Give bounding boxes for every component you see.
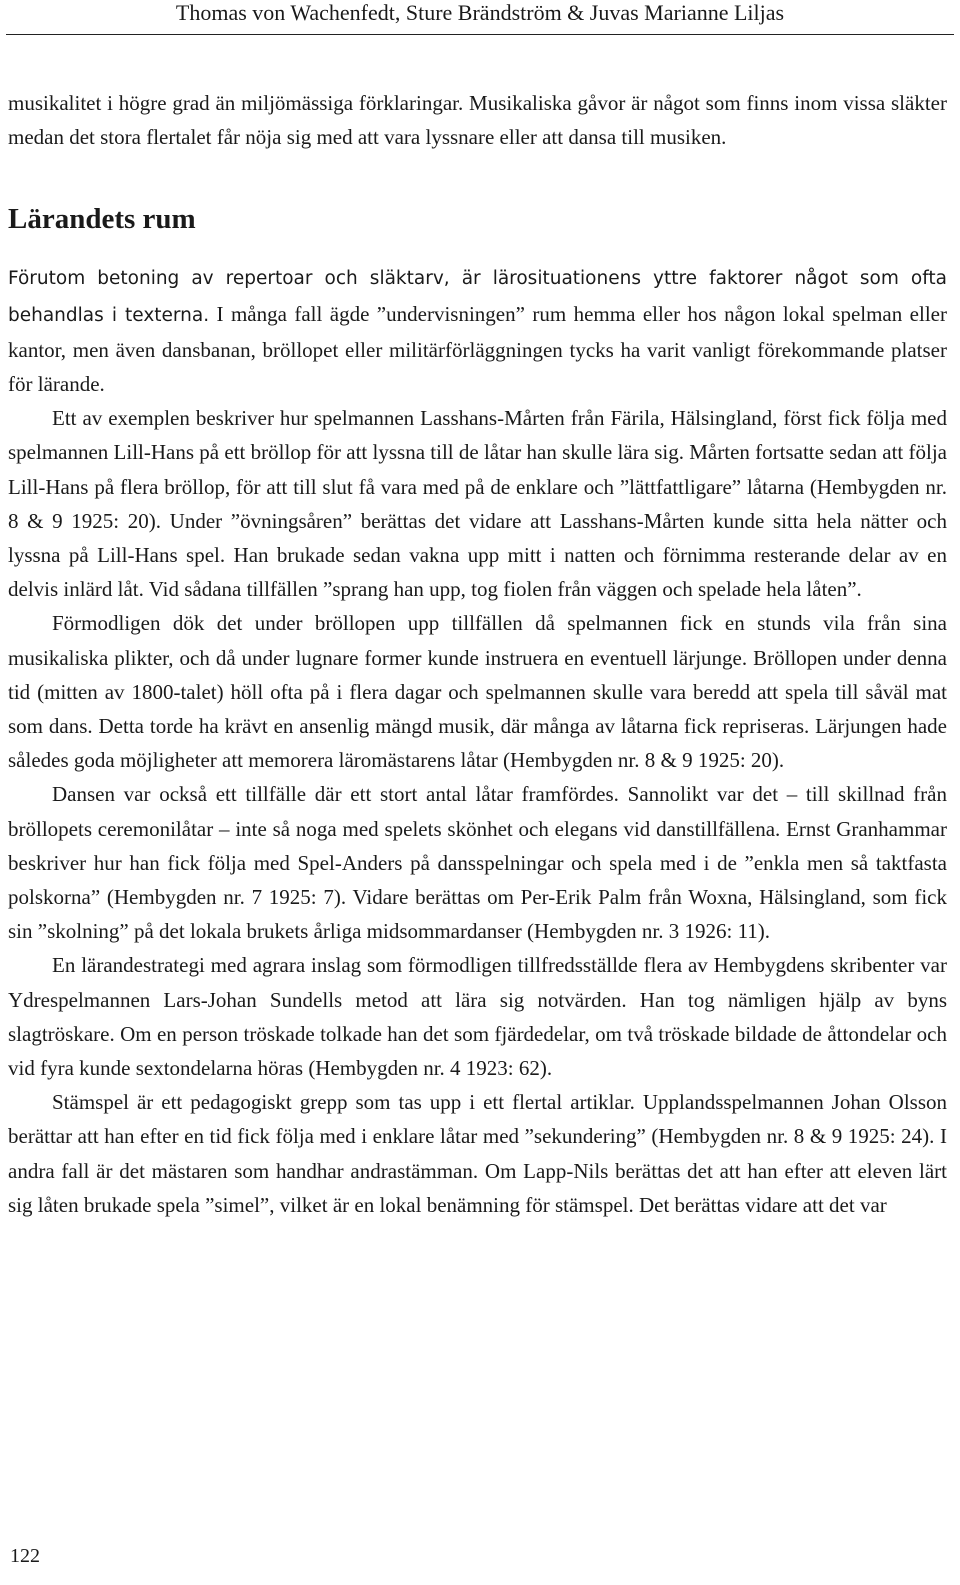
section-heading: Lärandets rum	[8, 203, 196, 236]
paragraph-continuation: musikalitet i högre grad än miljömässiga förklaringar. Musikaliska gåvor är något som finns inom vissa släkter medan det stora flertalet får nöja sig med att vara lyssnare eller att dansa till musiken.	[8, 91, 947, 150]
section-lead-paragraph	[8, 260, 947, 401]
body-text	[8, 86, 947, 1222]
paragraph: Stämspel är ett pedagogiskt grepp som tas upp i ett flertal artiklar. Upplandsspelmannen Johan Olsson berättar att han efter en tid fick följa med i enklare låtar med ”sekundering” (Hembygden nr. 8 & 9 1925: 24). I andra fall är det mästaren som handhar andrastämman. Om Lapp-Nils berättas det att han efter att eleven lärt sig låten brukade spela ”simel”, vilket är en lokal benämning för stämspel. Det berättas vidare att det var	[8, 1090, 947, 1217]
running-header: Thomas von Wachenfedt, Sture Brändström & Juvas Marianne Liljas	[175, 0, 785, 25]
paragraph: Dansen var också ett tillfälle där ett stort antal låtar framfördes. Sannolikt var det – till skillnad från bröllopets ceremonilåtar – inte så noga med spelets skönhet och elegans vid danstillfällena. Ernst Granhammar beskriver hur han fick följa med Spel-Anders på dansspelningar och spela med i de ”enkla men så taktfasta polskorna” (Hembygden nr. 7 1925: 7). Vidare berättas om Per-Erik Palm från Woxna, Hälsingland, som fick sin ”skolning” på det lokala brukets årliga midsommardanser (Hembygden nr. 3 1926: 11).	[8, 782, 947, 944]
paragraph: En lärandestrategi med agrara inslag som förmodligen tillfredsställde flera av Hembygdens skribenter var Ydrespelmannen Lars-Johan Sundells metod att lära sig notvärden. Han tog nämligen hjälp av byns slagtröskare. Om en person tröskade tolkade han det som fjärdedelar, om två tröskade bildade de åttondelar och vid fyra kunde sextondelarna höras (Hembygden nr. 4 1923: 62).	[8, 953, 947, 1081]
paragraph: Förmodligen dök det under bröllopen upp tillfällen då spelmannen fick en stunds vila från sina musikaliska plikter, och då under lugnare former kunde instruera en eventuell lärjunge. Bröllopen under denna tid (mitten av 1800-talet) höll ofta på i flera dagar och spelmannen skulle vara beredd att spela till såväl mat som dans. Detta torde ha krävt en ansenlig mängd musik, där många av låtarna fick repriseras. Lärjungen hade således goda möjligheter att memorera läromästarens låtar (Hembygden nr. 8 & 9 1925: 20).	[8, 611, 947, 773]
section-lead-text: I många fall ägde ”undervisningen” rum hemma eller hos någon lokal spelman eller kantor, men även dansbanan, bröllopet eller militärförläggningen tycks ha varit vanligt förekommande platser för lärande.	[8, 301, 947, 397]
paragraph: Ett av exemplen beskriver hur spelmannen Lasshans-Mårten från Färila, Hälsingland, först fick följa med spelmannen Lill-Hans på ett bröllop för att lyssna till de låtar han skulle lära sig. Mårten fortsatte sedan att följa Lill-Hans på flera bröllop, för att till slut få vara med på de enklare och ”lättfattligare” låtarna (Hembygden nr. 8 & 9 1925: 20). Under ”övningsåren” berättas det vidare att Lasshans-Mårten kunde sitta hela nätter och lyssna på Lill-Hans spel. Han brukade sedan vakna upp mitt i natten och förnimma resterande delar av en delvis inlärd låt. Vid sådana tillfällen ”sprang han upp, tog fiolen från väggen och spelade hela låten”.	[8, 406, 947, 602]
page-number: 122	[10, 1545, 40, 1567]
header-divider	[6, 34, 954, 35]
section-lead-sans-text: Förutom betoning av repertoar och släktarv, är lärosituationens yttre faktorer något som ofta behandlas i texterna.	[8, 268, 947, 326]
